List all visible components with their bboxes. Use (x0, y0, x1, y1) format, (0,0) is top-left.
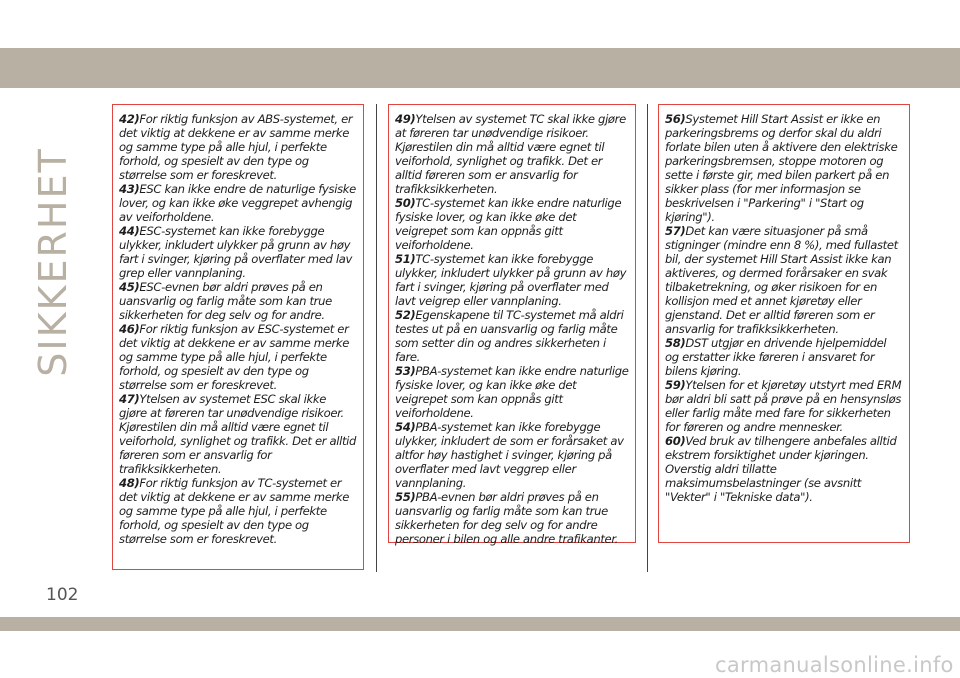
note-text: DST utgjør en drivende hjelpemiddel og erstatter ikke føreren i ansvaret for bilens kjøring. (665, 336, 887, 378)
note-number: 50) (395, 196, 416, 210)
note (395, 490, 629, 546)
note (665, 112, 903, 224)
note-number: 46) (119, 322, 140, 336)
note-number: 49) (395, 112, 416, 126)
note-number: 56) (665, 112, 686, 126)
note (395, 364, 629, 420)
note-text: PBA-systemet kan ikke forebygge ulykker, inkludert de som er forårsaket av altfor høy hastighet i svinger, kjøring på overflater med lavt veggrep eller vannplaning. (395, 420, 624, 490)
note (395, 252, 629, 308)
note-number: 51) (395, 252, 416, 266)
note-text: Ytelsen for et kjøretøy utstyrt med ERM bør aldri bli satt på prøve på en hensynsløs eller farlig måte med fare for sikkerheten for føreren og andre mennesker. (665, 378, 902, 434)
note-number: 54) (395, 420, 416, 434)
note-text: Systemet Hill Start Assist er ikke en parkeringsbrems og derfor skal du aldri forlate bilen uten å aktivere den elektriske parkeringsbremsen, stoppe motoren og sette i første gir, med bilen parkert på en sikker plass (for mer informasjon se beskrivelsen i "Parkering" i "Start og kjøring"). (665, 112, 898, 224)
note-number: 60) (665, 434, 686, 448)
note (665, 378, 903, 434)
note (665, 224, 903, 336)
note (395, 196, 629, 252)
warning-box-col3 (658, 104, 910, 543)
note-number: 52) (395, 308, 416, 322)
note (395, 420, 629, 490)
note-text: Det kan være situasjoner på små stigninger (mindre enn 8 %), med fullastet bil, der systemet Hill Start Assist ikke kan aktiveres, og dermed forårsaker en svak tilbaketrekning, og øker risikoen for en kollisjon med et annet kjøretøy eller gjenstand. Det er alltid føreren som er ansvarlig for trafikksikkerheten. (665, 224, 898, 336)
note-number: 59) (665, 378, 686, 392)
note-number: 44) (119, 224, 140, 238)
note-text: For riktig funksjon av TC-systemet er det viktig at dekkene er av samme merke og samme type på alle hjul, i perfekte forhold, og spesielt av den type og størrelse som er foreskrevet. (119, 476, 350, 546)
note-text: TC-systemet kan ikke endre naturlige fysiske lover, og kan ikke øke det veigrepet som kan oppnås gitt veiforholdene. (395, 196, 622, 252)
section-title: SIKKERHET (31, 147, 75, 377)
watermark: carmanualsonline.info (715, 653, 954, 677)
note-text: ESC kan ikke endre de naturlige fysiske lover, og kan ikke øke veggrepet avhengig av veiforholdene. (119, 182, 356, 224)
note-text: Egenskapene til TC-systemet må aldri testes ut på en uansvarlig og farlig måte som setter din og andres sikkerheten i fare. (395, 308, 624, 364)
note-text: For riktig funksjon av ABS-systemet, er det viktig at dekkene er av samme merke og samme type på alle hjul, i perfekte forhold, og spesielt av den type og størrelse som er foreskrevet. (119, 112, 353, 182)
note-text: For riktig funksjon av ESC-systemet er det viktig at dekkene er av samme merke og samme type på alle hjul, i perfekte forhold, og spesielt av den type og størrelse som er foreskrevet. (119, 322, 350, 392)
note (395, 308, 629, 364)
note (119, 112, 357, 182)
note (665, 434, 903, 504)
note-text: ESC-systemet kan ikke forebygge ulykker, inkludert ulykker på grunn av høy fart i svinger, kjøring på overflater med lav grep eller vannplaning. (119, 224, 352, 280)
note-text: Ytelsen av systemet TC skal ikke gjøre at føreren tar unødvendige risikoer. Kjørestilen din må alltid være egnet til veiforhold, synlighet og trafikk. Det er alltid føreren som er ansvarlig for trafikksikkerheten. (395, 112, 626, 196)
note (119, 322, 357, 392)
note (665, 336, 903, 378)
note-number: 43) (119, 182, 140, 196)
note-text: ESC-evnen bør aldri prøves på en uansvarlig og farlig måte som kan true sikkerheten for deg selv og for andre. (119, 280, 332, 322)
note-number: 48) (119, 476, 140, 490)
note-number: 45) (119, 280, 140, 294)
header-band (0, 48, 960, 88)
note-text: PBA-evnen bør aldri prøves på en uansvarlig og farlig måte som kan true sikkerheten for deg selv og for andre personer i bilen og alle andre trafikanter. (395, 490, 619, 546)
column-divider (647, 104, 648, 572)
note-text: Ytelsen av systemet ESC skal ikke gjøre at føreren tar unødvendige risikoer. Kjørestilen din må alltid være egnet til veiforhold, synlighet og trafikk. Det er alltid føreren som er ansvarlig for trafikksikkerheten. (119, 392, 357, 476)
note-number: 42) (119, 112, 140, 126)
page-number: 102 (46, 585, 79, 605)
column-divider (376, 104, 377, 572)
note (119, 476, 357, 546)
note-number: 55) (395, 490, 416, 504)
note-text: TC-systemet kan ikke forebygge ulykker, inkludert ulykker på grunn av høy fart i svinger, kjøring på overflater med lavt veigrep eller vannplaning. (395, 252, 627, 308)
note (119, 280, 357, 322)
note-number: 47) (119, 392, 140, 406)
note (119, 392, 357, 476)
note-number: 53) (395, 364, 416, 378)
note (395, 112, 629, 196)
note-number: 57) (665, 224, 686, 238)
note-text: PBA-systemet kan ikke endre naturlige fysiske lover, og kan ikke øke det veigrepet som kan oppnås gitt veiforholdene. (395, 364, 629, 420)
note (119, 224, 357, 280)
footer-band (0, 617, 960, 631)
warning-box-col2 (388, 104, 636, 546)
note (119, 182, 357, 224)
note-text: Ved bruk av tilhengere anbefales alltid ekstrem forsiktighet under kjøringen. Overstig aldri tillatte maksimumsbelastninger (se avsnitt "Vekter" i "Tekniske data"). (665, 434, 897, 504)
note-number: 58) (665, 336, 686, 350)
warning-box-col1 (112, 104, 364, 570)
